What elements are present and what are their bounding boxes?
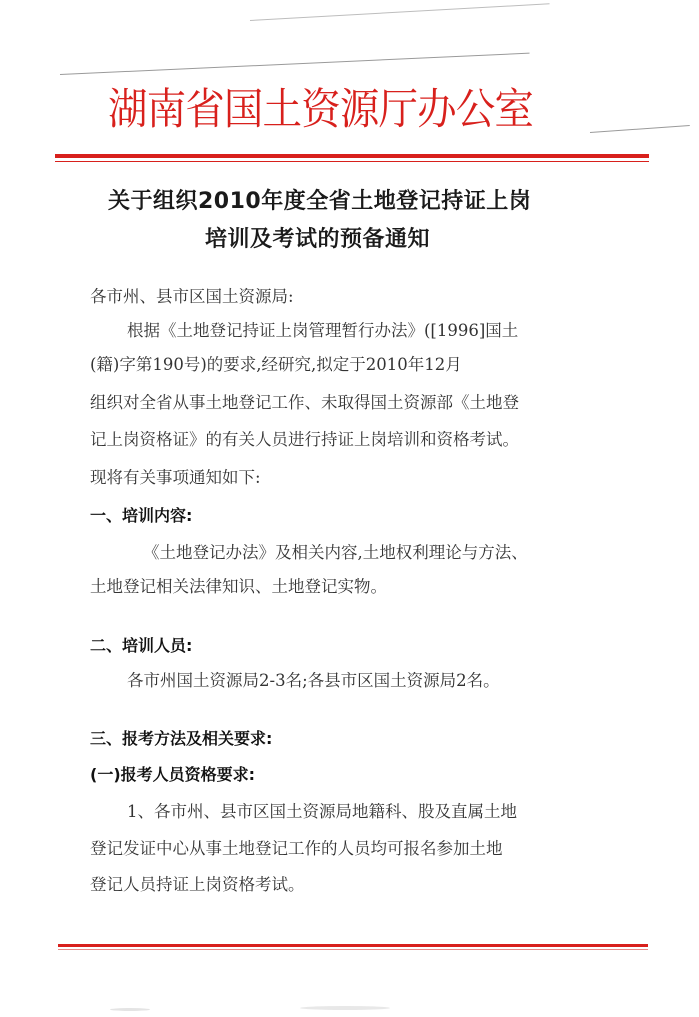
scan-crease (250, 3, 550, 21)
scan-speck (300, 1006, 390, 1010)
para1-line: 记上岗资格证》的有关人员进行持证上岗培训和资格考试。 (90, 430, 519, 449)
doc-title-line1: 关于组织2010年度全省土地登记持证上岗 (108, 189, 532, 214)
para1-line: 现将有关事项通知如下: (90, 468, 261, 487)
section3-heading: 三、报考方法及相关要求: (90, 729, 273, 748)
scan-crease (590, 125, 690, 133)
section3-sub1-line: 登记人员持证上岗资格考试。 (90, 875, 305, 894)
para1-line: 根据《土地登记持证上岗管理暂行办法》([1996]国土 (127, 321, 519, 340)
section1-heading: 一、培训内容: (90, 506, 193, 525)
section3-sub1-heading: (一)报考人员资格要求: (90, 765, 256, 784)
letterhead-rule-thick (55, 154, 649, 158)
salutation: 各市州、县市区国土资源局: (90, 287, 294, 306)
section2-line: 各市州国土资源局2-3名;各县市区国土资源局2名。 (127, 671, 500, 690)
section2-heading: 二、培训人员: (90, 636, 193, 655)
scan-speck (110, 1008, 150, 1011)
section1-line: 《土地登记办法》及相关内容,土地权利理论与方法、 (143, 543, 528, 562)
para1-line: (籍)字第190号)的要求,经研究,拟定于2010年12月 (90, 355, 462, 374)
para1-line: 组织对全省从事土地登记工作、未取得国土资源部《土地登 (90, 393, 519, 412)
footer-rule-shadow (58, 949, 648, 950)
section1-line: 土地登记相关法律知识、土地登记实物。 (90, 577, 387, 596)
section3-sub1-line: 1、各市州、县市区国土资源局地籍科、股及直属土地 (127, 802, 517, 821)
scan-crease (60, 53, 530, 75)
section3-sub1-line: 登记发证中心从事土地登记工作的人员均可报名参加土地 (90, 839, 503, 858)
doc-title-line2: 培训及考试的预备通知 (205, 227, 431, 252)
letterhead-rule-thin (55, 161, 649, 162)
footer-rule (58, 944, 648, 947)
letterhead-org-name: 湖南省国土资源厅办公室 (108, 85, 534, 135)
